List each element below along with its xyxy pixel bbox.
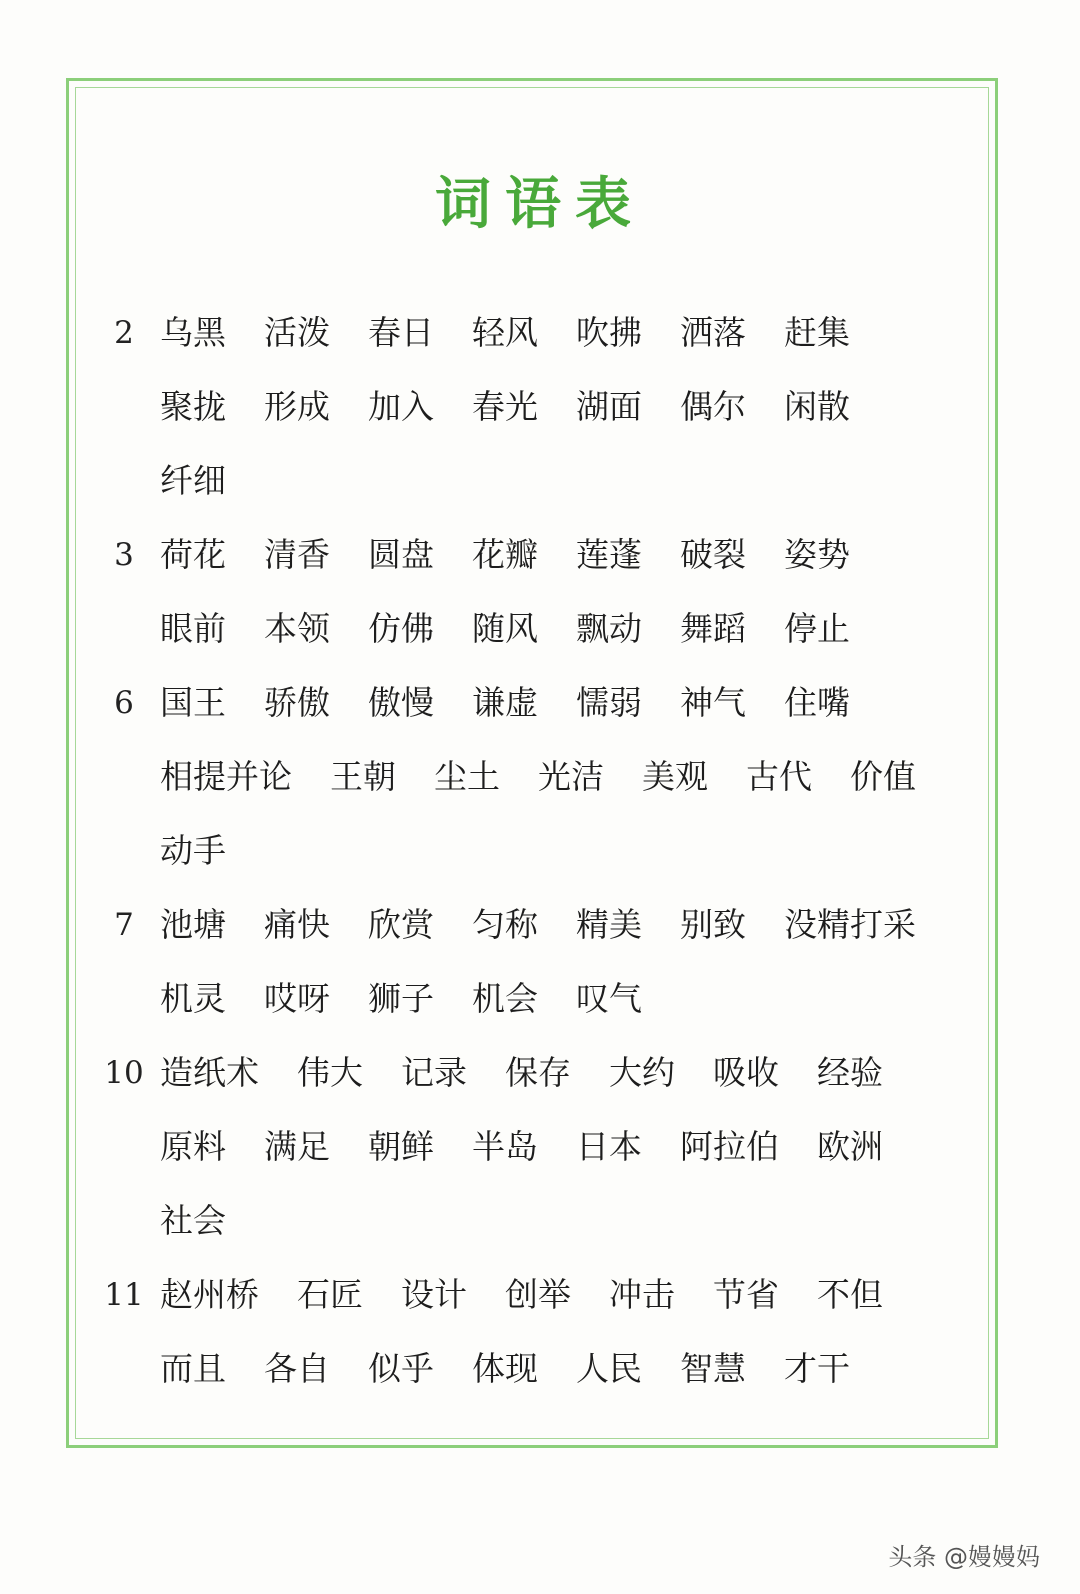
vocabulary-word: 活泼 [264, 313, 330, 352]
page-title: 词语表 [435, 172, 645, 237]
vocabulary-word: 偶尔 [680, 387, 746, 426]
vocabulary-word: 冲击 [609, 1275, 675, 1314]
vocabulary-word: 形成 [264, 387, 330, 426]
vocabulary-word: 满足 [264, 1127, 330, 1166]
lesson-number: 2 [114, 315, 134, 351]
vocabulary-word: 春日 [368, 313, 434, 352]
vocabulary-word: 节省 [713, 1275, 779, 1314]
vocabulary-word: 聚拢 [160, 387, 226, 426]
vocabulary-word: 尘土 [434, 757, 500, 796]
vocabulary-word: 相提并论 [160, 757, 292, 796]
vocabulary-word: 记录 [401, 1053, 467, 1092]
vocabulary-word: 清香 [264, 535, 330, 574]
vocabulary-word: 住嘴 [784, 683, 850, 722]
vocabulary-word: 欧洲 [817, 1127, 883, 1166]
vocabulary-word: 体现 [472, 1349, 538, 1388]
vocabulary-word: 机灵 [160, 979, 226, 1018]
watermark: 头条 @嫚嫚妈 [888, 1543, 1040, 1571]
vocabulary-word: 随风 [472, 609, 538, 648]
lesson-block [94, 1258, 994, 1406]
vocabulary-word: 荷花 [160, 535, 226, 574]
vocabulary-word: 保存 [505, 1053, 571, 1092]
vocabulary-word: 姿势 [784, 535, 850, 574]
vocabulary-word: 朝鲜 [368, 1127, 434, 1166]
vocabulary-word: 赵州桥 [160, 1275, 259, 1314]
lesson-number: 10 [104, 1055, 144, 1091]
vocabulary-word: 本领 [264, 609, 330, 648]
vocabulary-word: 神气 [680, 683, 746, 722]
lesson-number: 6 [114, 685, 134, 721]
vocabulary-word: 加入 [368, 387, 434, 426]
vocabulary-word: 破裂 [680, 535, 746, 574]
vocabulary-word: 吸收 [713, 1053, 779, 1092]
vocabulary-word: 没精打采 [784, 905, 916, 944]
lesson-block [94, 666, 994, 888]
vocabulary-word: 花瓣 [472, 535, 538, 574]
vocabulary-word: 骄傲 [264, 683, 330, 722]
word-list [160, 888, 990, 1036]
vocabulary-word: 机会 [472, 979, 538, 1018]
word-list [160, 518, 990, 666]
vocabulary-word: 莲蓬 [576, 535, 642, 574]
vocabulary-word: 经验 [817, 1053, 883, 1092]
vocabulary-word: 原料 [160, 1127, 226, 1166]
vocabulary-word: 设计 [401, 1275, 467, 1314]
vocabulary-word: 古代 [746, 757, 812, 796]
word-list [160, 1036, 990, 1258]
vocabulary-word: 价值 [850, 757, 916, 796]
vocabulary-word: 别致 [680, 905, 746, 944]
vocabulary-word: 伟大 [297, 1053, 363, 1092]
vocabulary-word: 社会 [160, 1201, 226, 1240]
vocabulary-word: 乌黑 [160, 313, 226, 352]
word-list [160, 296, 990, 518]
vocabulary-word: 春光 [472, 387, 538, 426]
vocabulary-word: 大约 [609, 1053, 675, 1092]
vocabulary-word: 美观 [642, 757, 708, 796]
vocabulary-list [94, 296, 994, 1406]
vocabulary-word: 国王 [160, 683, 226, 722]
vocabulary-word: 纤细 [160, 461, 226, 500]
vocabulary-word: 飘动 [576, 609, 642, 648]
vocabulary-word: 仿佛 [368, 609, 434, 648]
lesson-number: 3 [114, 537, 134, 573]
vocabulary-word: 眼前 [160, 609, 226, 648]
vocabulary-word: 日本 [576, 1127, 642, 1166]
vocabulary-word: 洒落 [680, 313, 746, 352]
vocabulary-word: 池塘 [160, 905, 226, 944]
vocabulary-word: 湖面 [576, 387, 642, 426]
vocabulary-word: 各自 [264, 1349, 330, 1388]
vocabulary-word: 似乎 [368, 1349, 434, 1388]
vocabulary-word: 痛快 [264, 905, 330, 944]
vocabulary-word: 舞蹈 [680, 609, 746, 648]
vocabulary-word: 轻风 [472, 313, 538, 352]
vocabulary-word: 赶集 [784, 313, 850, 352]
vocabulary-word: 阿拉伯 [680, 1127, 779, 1166]
word-list [160, 1258, 990, 1406]
vocabulary-word: 闲散 [784, 387, 850, 426]
lesson-block [94, 888, 994, 1036]
vocabulary-word: 不但 [817, 1275, 883, 1314]
vocabulary-word: 哎呀 [264, 979, 330, 1018]
vocabulary-word: 匀称 [472, 905, 538, 944]
vocabulary-word: 圆盘 [368, 535, 434, 574]
vocabulary-word: 狮子 [368, 979, 434, 1018]
vocabulary-word: 智慧 [680, 1349, 746, 1388]
vocabulary-word: 谦虚 [472, 683, 538, 722]
vocabulary-word: 王朝 [330, 757, 396, 796]
word-list [160, 666, 990, 888]
vocabulary-word: 叹气 [576, 979, 642, 1018]
vocabulary-word: 停止 [784, 609, 850, 648]
vocabulary-word: 半岛 [472, 1127, 538, 1166]
vocabulary-word: 动手 [160, 831, 226, 870]
vocabulary-word: 创举 [505, 1275, 571, 1314]
vocabulary-word: 石匠 [297, 1275, 363, 1314]
lesson-block [94, 1036, 994, 1258]
lesson-block [94, 296, 994, 518]
vocabulary-word: 光洁 [538, 757, 604, 796]
lesson-block [94, 518, 994, 666]
vocabulary-word: 人民 [576, 1349, 642, 1388]
vocabulary-word: 而且 [160, 1349, 226, 1388]
vocabulary-word: 懦弱 [576, 683, 642, 722]
vocabulary-word: 傲慢 [368, 683, 434, 722]
vocabulary-word: 精美 [576, 905, 642, 944]
vocabulary-word: 造纸术 [160, 1053, 259, 1092]
vocabulary-word: 才干 [784, 1349, 850, 1388]
lesson-number: 11 [104, 1277, 144, 1313]
vocabulary-word: 吹拂 [576, 313, 642, 352]
vocabulary-word: 欣赏 [368, 905, 434, 944]
lesson-number: 7 [114, 907, 134, 943]
